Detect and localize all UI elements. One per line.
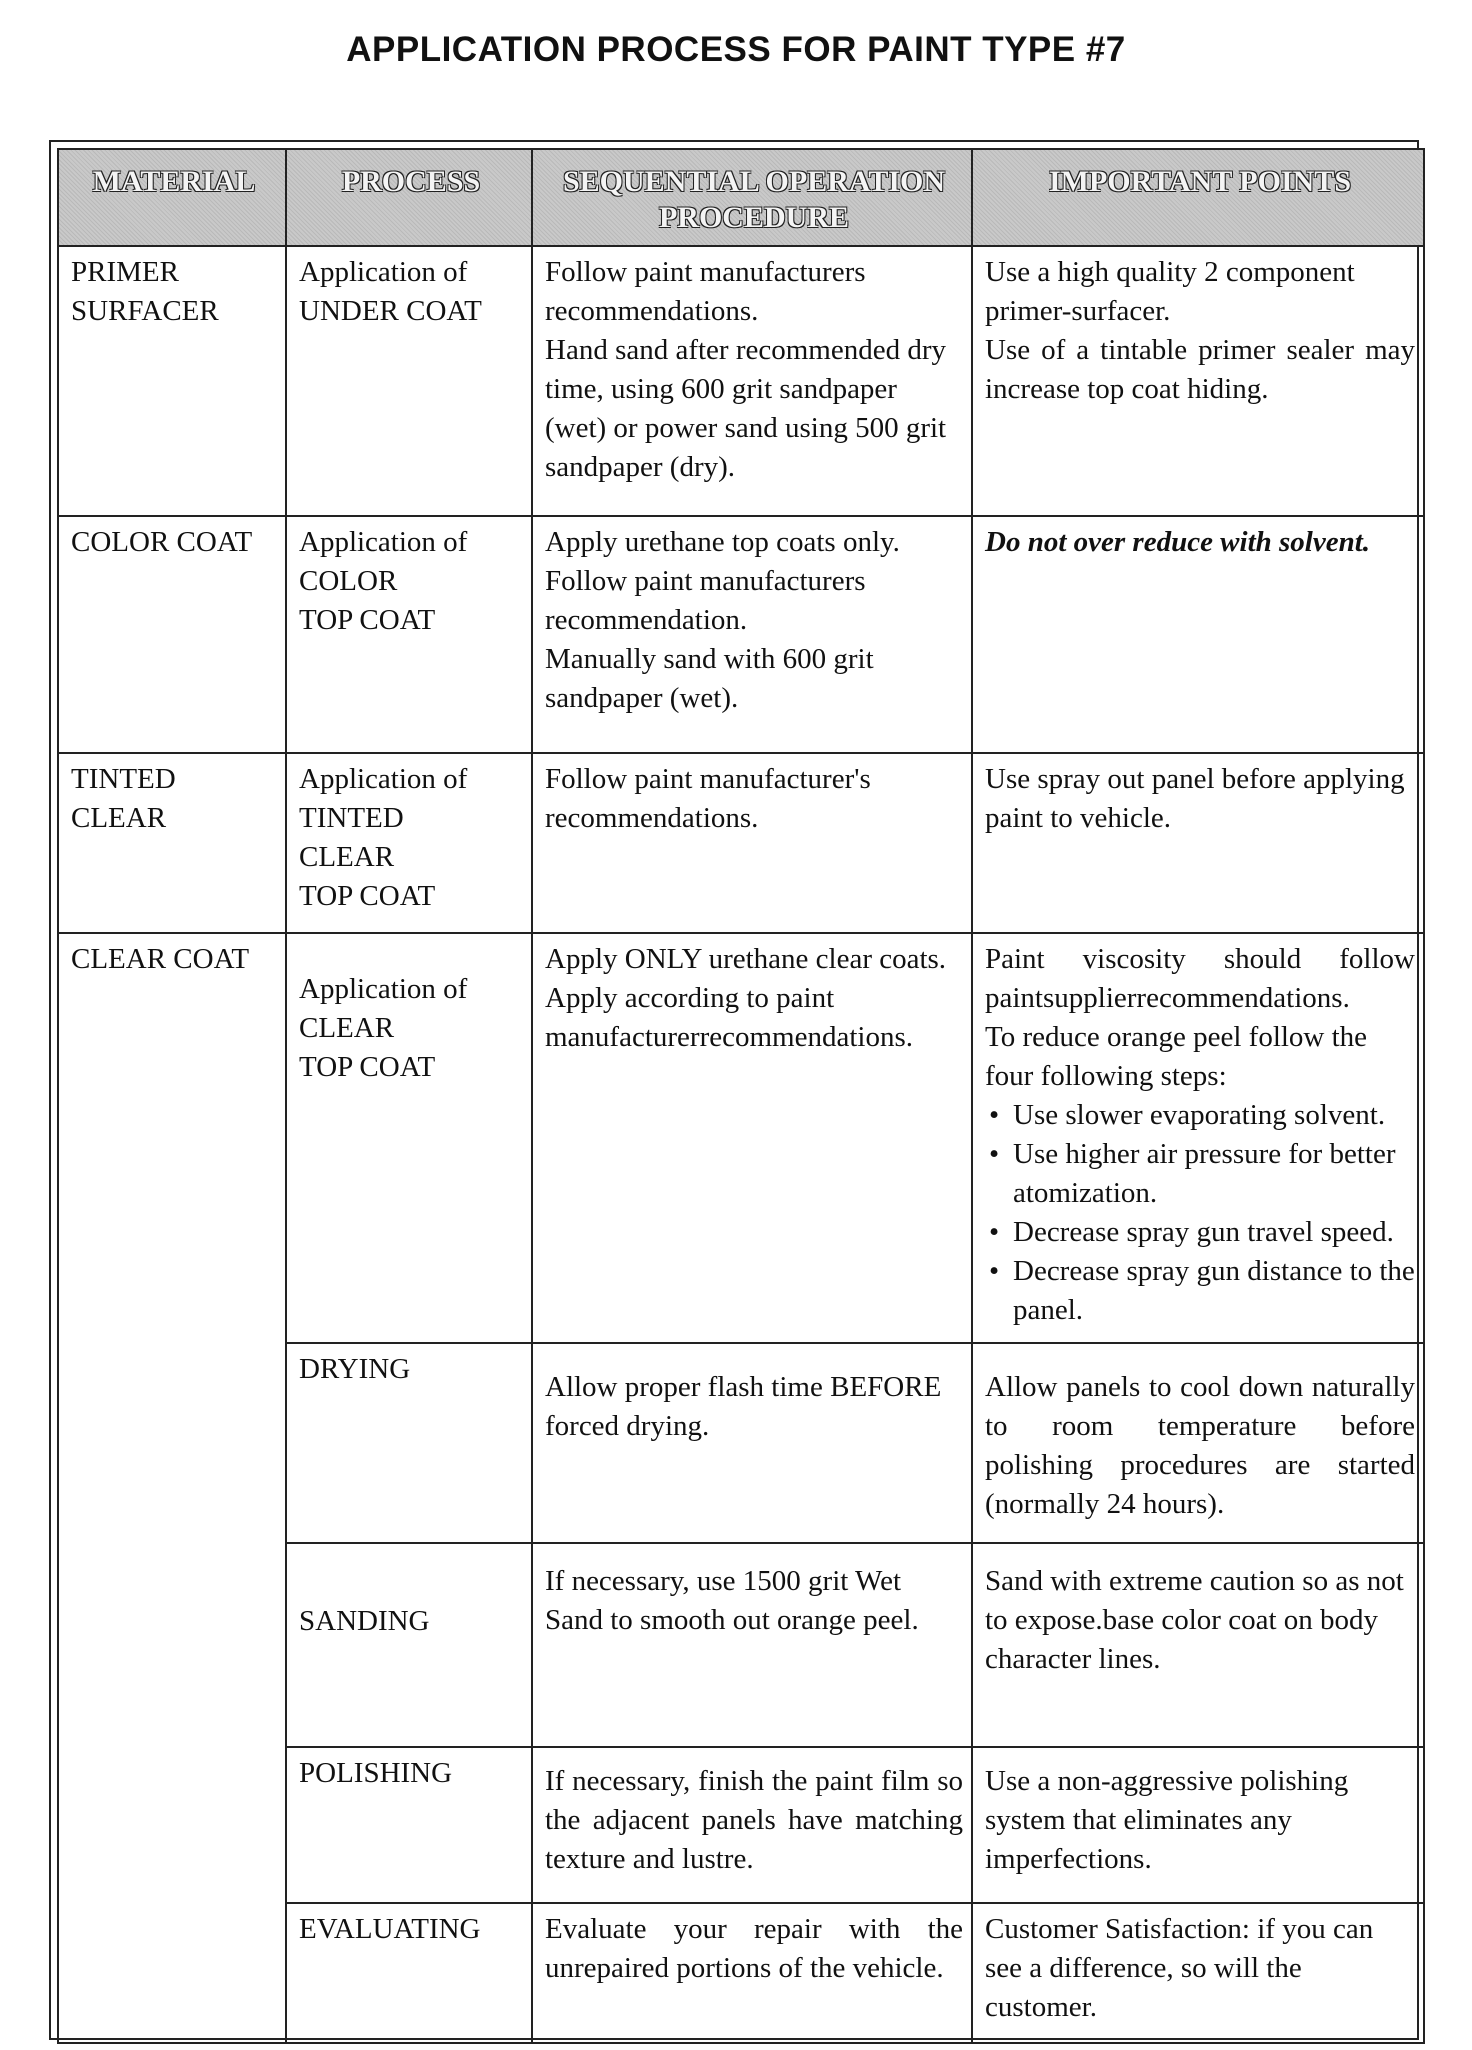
- process-line: CLEAR: [299, 841, 395, 873]
- table-row-primer: [58, 246, 1424, 516]
- process-line: DRYING: [299, 1353, 411, 1385]
- process-line: SANDING: [299, 1605, 430, 1637]
- process-cell: [286, 933, 532, 1343]
- process-line: Application of: [299, 973, 468, 1005]
- procedure-text: Apply according to paint manufacturerrecommendations.: [545, 982, 913, 1053]
- process-line: EVALUATING: [299, 1913, 481, 1945]
- procedure-text: Hand sand after recommended dry time, using 600 grit sandpaper (wet) or power sand using 500 grit sandpaper (dry).: [545, 334, 947, 483]
- table-row-tinted-clear: [58, 753, 1424, 933]
- material-line: CLEAR COAT: [71, 943, 250, 975]
- procedure-cell: [532, 753, 972, 933]
- steps-list: [985, 1096, 1415, 1330]
- points-text: Use of a tintable primer sealer may increase top coat hiding.: [985, 334, 1415, 405]
- procedure-text: Follow paint manufacturer's recommendations.: [545, 763, 871, 834]
- points-cell: [972, 1543, 1424, 1747]
- material-line: TINTED: [71, 763, 176, 795]
- procedure-text: Follow paint manufacturers recommendation.: [545, 565, 866, 636]
- material-line: PRIMER: [71, 256, 179, 288]
- points-text: Allow panels to cool down naturally to room temperature before polishing procedures are started (normally 24 hours).: [985, 1371, 1415, 1520]
- page-title: APPLICATION PROCESS FOR PAINT TYPE #7: [346, 30, 1126, 69]
- points-text: Use a high quality 2 component primer-surfacer.: [985, 256, 1355, 327]
- points-cell: [972, 753, 1424, 933]
- procedure-cell: [532, 516, 972, 753]
- points-cell: [972, 933, 1424, 1343]
- list-item: • Decrease spray gun distance to the panel.: [1009, 1252, 1415, 1330]
- list-item: • Use higher air pressure for better atomization.: [1009, 1135, 1415, 1213]
- points-text: Paint viscosity should follow paintsupplierrecommendations.: [985, 943, 1415, 1014]
- header-process: PROCESS: [286, 149, 532, 246]
- points-cell: [972, 1747, 1424, 1903]
- process-table: [57, 148, 1425, 2044]
- procedure-text: Allow proper flash time BEFORE forced drying.: [545, 1371, 942, 1442]
- process-line: TOP COAT: [299, 880, 436, 912]
- points-text: To reduce orange peel follow the four following steps:: [985, 1021, 1368, 1092]
- header-material: MATERIAL: [58, 149, 286, 246]
- process-cell: [286, 753, 532, 933]
- material-line: CLEAR: [71, 802, 167, 834]
- table-row-clear-coat: [58, 933, 1424, 1343]
- process-line: CLEAR: [299, 1012, 395, 1044]
- points-text: Use a non-aggressive polishing system that eliminates any imperfections.: [985, 1765, 1349, 1875]
- process-cell: [286, 516, 532, 753]
- process-line: POLISHING: [299, 1757, 453, 1789]
- points-text: Do not over reduce with solvent.: [985, 526, 1371, 558]
- procedure-text: If necessary, use 1500 grit Wet Sand to smooth out orange peel.: [545, 1565, 919, 1636]
- procedure-text: Follow paint manufacturers recommendations.: [545, 256, 866, 327]
- material-line: SURFACER: [71, 295, 219, 327]
- process-line: COLOR: [299, 565, 398, 597]
- points-cell: [972, 1903, 1424, 2043]
- material-cell: [58, 933, 286, 2043]
- procedure-text: Manually sand with 600 grit sandpaper (wet).: [545, 643, 874, 714]
- list-item: • Use slower evaporating solvent.: [1009, 1096, 1415, 1135]
- material-cell: [58, 246, 286, 516]
- process-cell: [286, 1343, 532, 1543]
- material-line: COLOR COAT: [71, 526, 253, 558]
- header-sequential-procedure: SEQUENTIAL OPERATION PROCEDURE: [532, 149, 972, 246]
- table-row-color-coat: [58, 516, 1424, 753]
- points-cell: [972, 246, 1424, 516]
- points-text: Use spray out panel before applying paint to vehicle.: [985, 763, 1405, 834]
- process-line: TOP COAT: [299, 604, 436, 636]
- header-important-points: IMPORTANT POINTS: [972, 149, 1424, 246]
- process-cell: [286, 1543, 532, 1747]
- procedure-text: If necessary, finish the paint film so the adjacent panels have matching texture and lustre.: [545, 1765, 963, 1875]
- points-cell: [972, 1343, 1424, 1543]
- points-cell: [972, 516, 1424, 753]
- procedure-cell: [532, 1903, 972, 2043]
- process-cell: [286, 1903, 532, 2043]
- procedure-cell: [532, 1343, 972, 1543]
- process-line: TOP COAT: [299, 1051, 436, 1083]
- material-cell: [58, 753, 286, 933]
- procedure-text: Apply urethane top coats only.: [545, 526, 900, 558]
- process-line: TINTED: [299, 802, 404, 834]
- process-line: Application of: [299, 256, 468, 288]
- list-item: • Decrease spray gun travel speed.: [1009, 1213, 1415, 1252]
- procedure-cell: [532, 246, 972, 516]
- procedure-cell: [532, 933, 972, 1343]
- procedure-text: Evaluate your repair with the unrepaired portions of the vehicle.: [545, 1913, 963, 1984]
- procedure-text: Apply ONLY urethane clear coats.: [545, 943, 947, 975]
- header-row: [58, 149, 1424, 246]
- process-cell: [286, 1747, 532, 1903]
- process-cell: [286, 246, 532, 516]
- material-cell: [58, 516, 286, 753]
- process-line: Application of: [299, 526, 468, 558]
- points-text: Sand with extreme caution so as not to expose.base color coat on body character lines.: [985, 1565, 1404, 1675]
- points-text: Customer Satisfaction: if you can see a difference, so will the customer.: [985, 1913, 1374, 2023]
- process-line: Application of: [299, 763, 468, 795]
- procedure-cell: [532, 1543, 972, 1747]
- procedure-cell: [532, 1747, 972, 1903]
- process-line: UNDER COAT: [299, 295, 482, 327]
